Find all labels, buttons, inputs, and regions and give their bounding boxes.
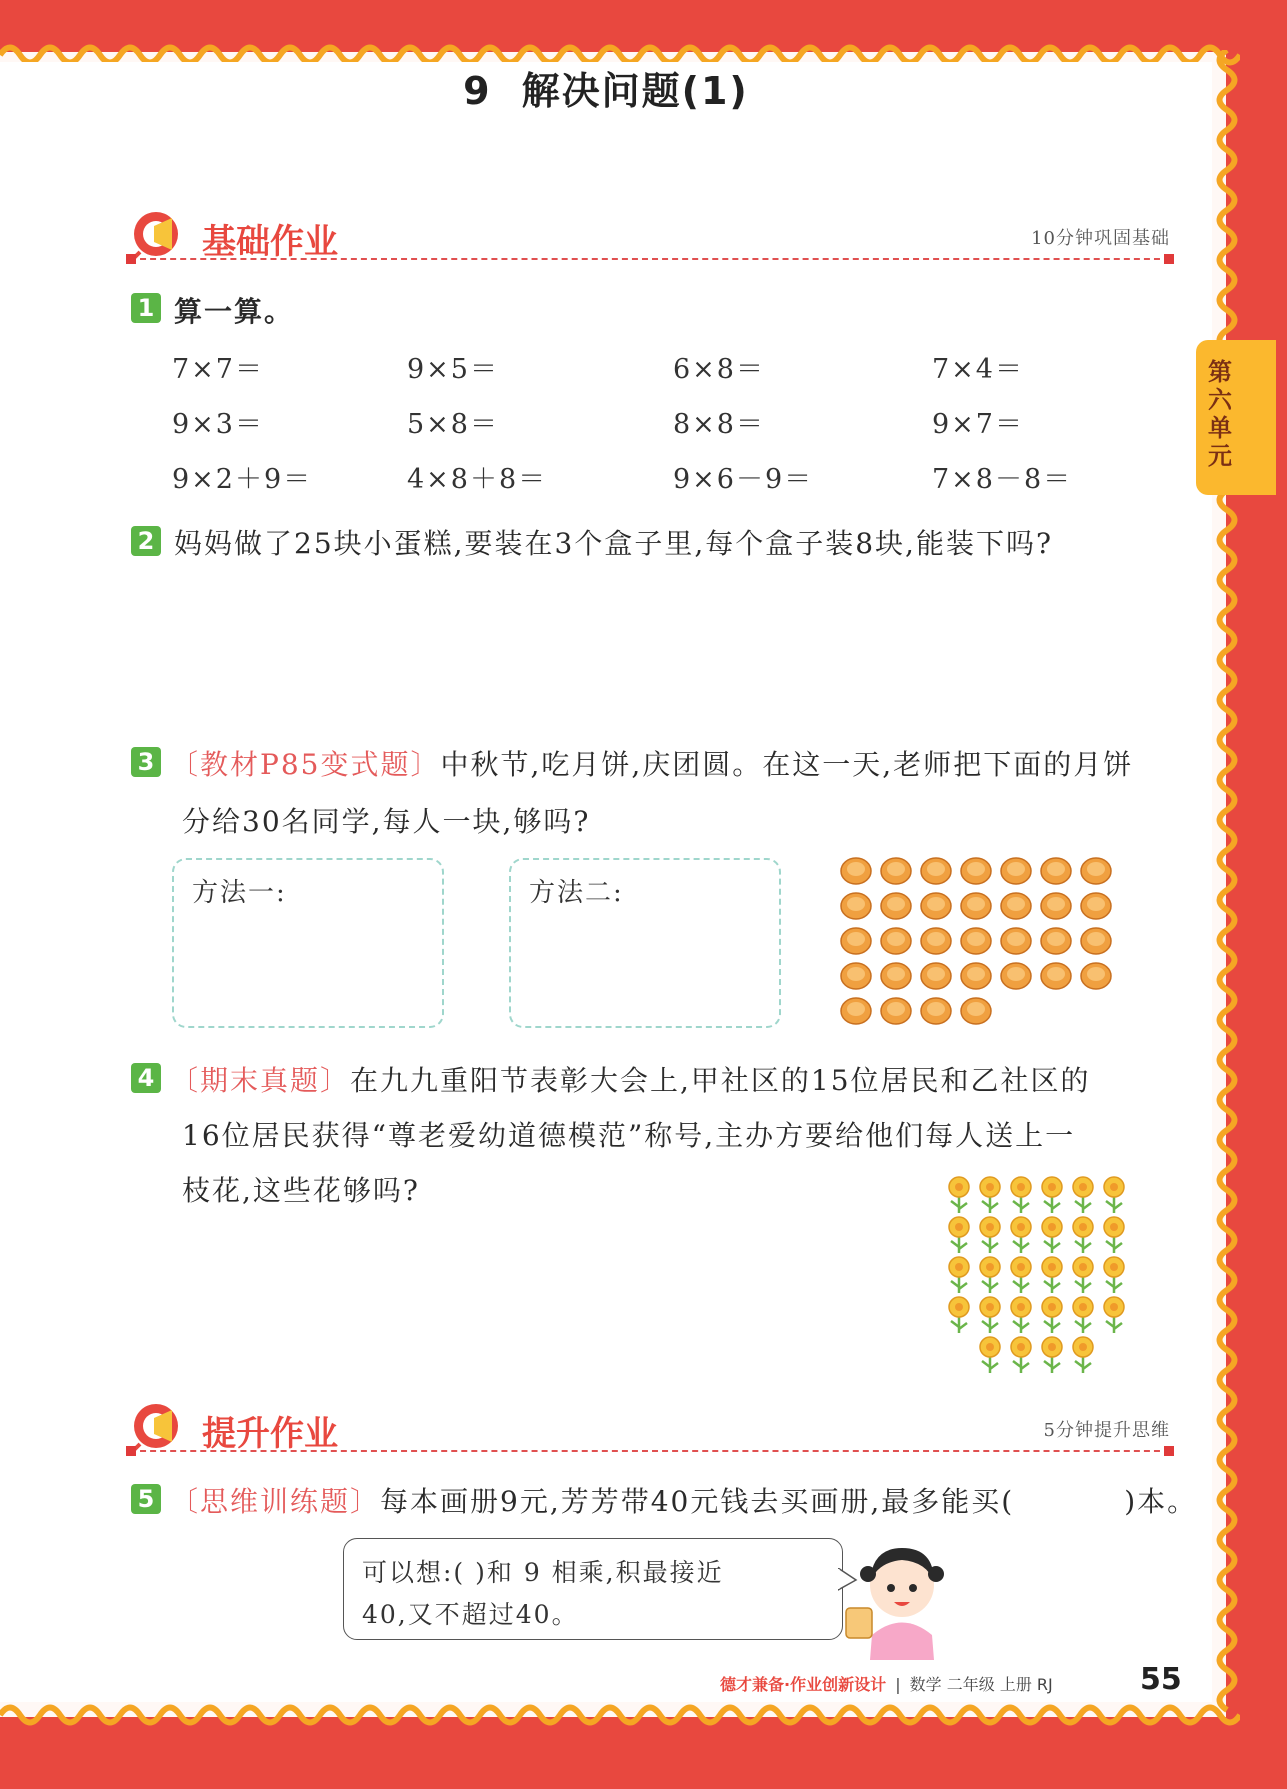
flower-icon [1011,1337,1031,1373]
page-title [0,60,1212,115]
mooncake-icon [881,998,911,1024]
mooncake-icon [841,998,871,1024]
method-one-label: 方法一: [192,878,287,908]
flower-icon [1011,1257,1031,1293]
mooncake-icon [841,928,871,954]
q1-equation: 6×8＝ [673,354,765,385]
q5-source-tag: 〔思维训练题〕 [170,1485,381,1518]
mooncake-icon [1001,858,1031,884]
flower-icon [1011,1177,1031,1213]
q1-equation: 9×2＋9＝ [172,464,313,495]
mooncake-icon [921,858,951,884]
mooncake-icon [841,858,871,884]
flower-icon [1073,1337,1093,1373]
q2-text: 妈妈做了25块小蛋糕,要装在3个盒子里,每个盒子装8块,能装下吗? [174,527,1053,560]
mooncake-icon [961,858,991,884]
unit-tab-label: 第六单元 [1208,358,1232,470]
flower-icon [949,1297,969,1333]
section-advanced-header [130,1400,1170,1460]
flower-icon [1073,1217,1093,1253]
flower-icon [980,1217,1000,1253]
mooncake-icon [1041,893,1071,919]
q1-equation: 5×8＝ [407,409,499,440]
flower-icon [1104,1297,1124,1333]
footer-info: 数学 二年级 上册 RJ [909,1675,1053,1694]
wavy-border-right [1212,50,1242,1715]
mooncake-icon [1081,858,1111,884]
flower-icon [1073,1297,1093,1333]
flower-icon [980,1257,1000,1293]
q1-equation: 9×3＝ [172,409,264,440]
mooncake-icon [1081,963,1111,989]
mooncake-icon [961,998,991,1024]
mooncake-icon [1081,893,1111,919]
mooncake-icon [921,893,951,919]
q1-equation: 9×7＝ [932,409,1024,440]
mooncake-icon [961,893,991,919]
question-number: 3 [131,747,161,777]
flower-icon [949,1217,969,1253]
mooncake-icon [921,998,951,1024]
hint-line2: 40,又不超过40。 [362,1600,579,1629]
mooncake-icon [841,893,871,919]
mooncake-icon [1001,893,1031,919]
flower-icon [1042,1257,1062,1293]
q4-line1: 〔期末真题〕在九九重阳节表彰大会上,甲社区的15位居民和乙社区的 [170,1064,1091,1097]
method-one-box[interactable] [172,858,444,1028]
question-number: 5 [131,1484,161,1514]
lesson-number: 9 [463,69,492,113]
q3-source-tag: 〔教材P85变式题〕 [170,748,441,781]
section-basic-label: 基础作业 [202,222,338,262]
flower-icon [980,1337,1000,1373]
hint-line1: 可以想:( )和 9 相乘,积最接近 [362,1558,724,1587]
flower-icon [1042,1217,1062,1253]
section-basic-header [130,208,1170,268]
mooncake-icon [881,858,911,884]
lesson-title: 解决问题(1) [521,69,749,113]
hint-bubble [343,1538,843,1640]
section-divider [130,1450,1170,1454]
mooncake-icon [921,963,951,989]
flower-icon [1042,1297,1062,1333]
q1-equation: 8×8＝ [673,409,765,440]
flower-icon [1104,1177,1124,1213]
flower-icon [1042,1337,1062,1373]
mooncake-icon [881,963,911,989]
q1-equation: 9×6－9＝ [673,464,814,495]
q4-line3: 枝花,这些花够吗? [182,1174,420,1207]
q5-text: 〔思维训练题〕每本画册9元,芳芳带40元钱去买画册,最多能买( )本。 [170,1485,1198,1518]
mooncake-icon [921,928,951,954]
flower-icon [1104,1217,1124,1253]
q3-line1: 〔教材P85变式题〕中秋节,吃月饼,庆团圆。在这一天,老师把下面的月饼 [170,748,1134,781]
girl-illustration [842,1530,962,1660]
section-advanced-label: 提升作业 [202,1414,338,1454]
mooncake-icon [1001,963,1031,989]
q3-line2: 分给30名同学,每人一块,够吗? [182,805,591,838]
q1-instruction: 算一算。 [174,295,295,328]
mooncake-icon [881,893,911,919]
mooncake-icon [1041,928,1071,954]
q1-equation: 9×5＝ [407,354,499,385]
flower-icon [949,1257,969,1293]
q1-equation: 4×8＋8＝ [407,464,548,495]
question-number: 4 [131,1063,161,1093]
question-number: 1 [131,293,161,323]
flower-icon [1011,1297,1031,1333]
mooncake-icon [1001,928,1031,954]
q1-equation: 7×8－8＝ [932,464,1073,495]
flower-icon [1073,1257,1093,1293]
flower-illustration [945,1175,1145,1390]
wavy-border-bottom [0,1700,1240,1730]
mooncake-icon [1041,963,1071,989]
megaphone-icon [130,208,188,260]
q1-equation: 7×7＝ [172,354,264,385]
q4-source-tag: 〔期末真题〕 [170,1064,351,1097]
mooncake-icon [961,928,991,954]
flower-icon [1042,1177,1062,1213]
mooncake-icon [1081,928,1111,954]
flower-icon [949,1177,969,1213]
question-number: 2 [131,526,161,556]
q4-line2: 16位居民获得“尊老爱幼道德模范”称号,主办方要给他们每人送上一 [182,1119,1076,1152]
flower-icon [980,1177,1000,1213]
section-advanced-note: 5分钟提升思维 [1043,1420,1170,1441]
flower-icon [1104,1257,1124,1293]
page-number: 55 [1140,1662,1182,1697]
mooncake-icon [961,963,991,989]
section-divider [130,258,1170,262]
mooncake-icon [841,963,871,989]
mooncake-icon [881,928,911,954]
method-two-box[interactable] [509,858,781,1028]
section-basic-note: 10分钟巩固基础 [1031,228,1170,249]
footer: 德才兼备·作业创新设计 | 数学 二年级 上册 RJ [720,1675,1053,1694]
flower-icon [1011,1217,1031,1253]
flower-icon [980,1297,1000,1333]
flower-icon [1073,1177,1093,1213]
method-two-label: 方法二: [529,878,624,908]
q1-equation: 7×4＝ [932,354,1024,385]
footer-brand: 德才兼备·作业创新设计 [720,1675,887,1694]
megaphone-icon [130,1400,188,1452]
mooncake-icon [1041,858,1071,884]
mooncake-illustration [840,855,1120,1030]
